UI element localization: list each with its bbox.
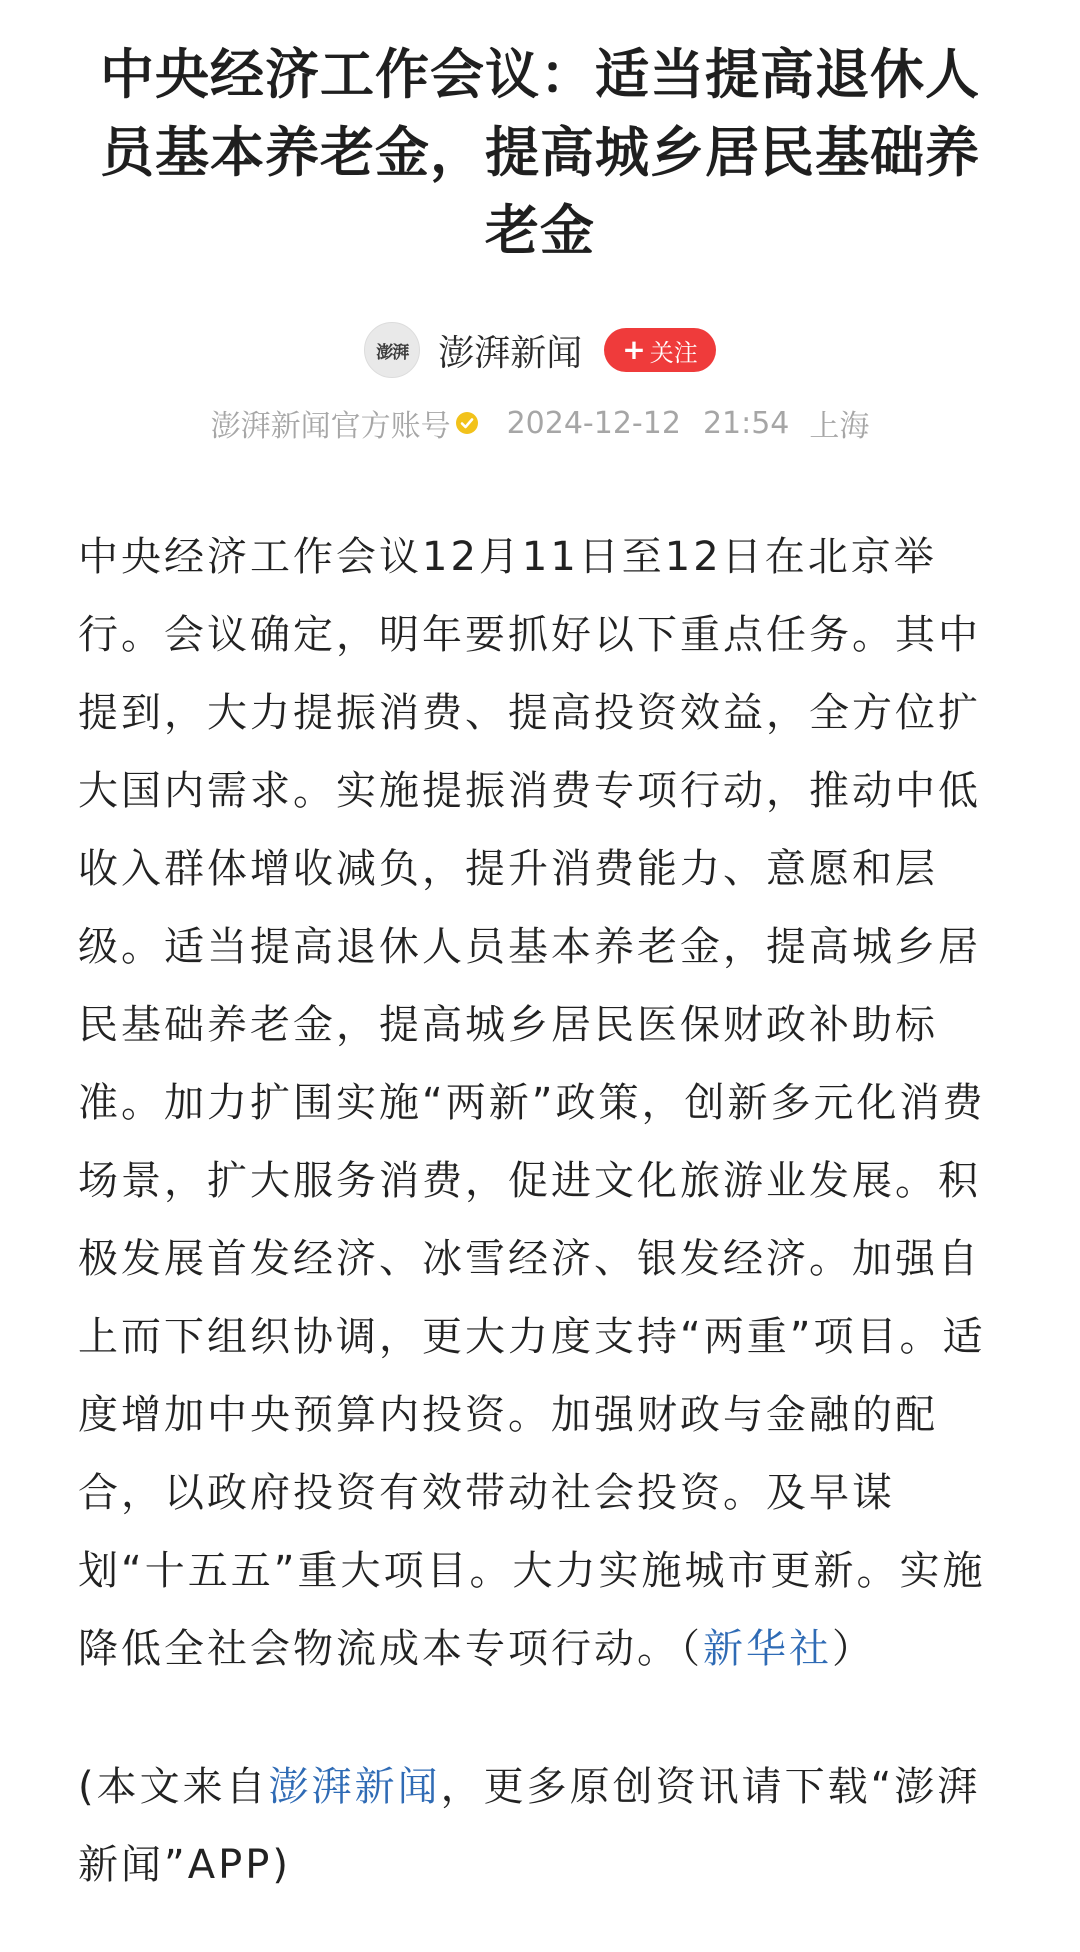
author-avatar[interactable] <box>364 322 420 378</box>
verified-badge-icon <box>455 411 479 435</box>
footer-suffix: ，更多原创资讯请下载“澎湃新闻”APP) <box>78 1764 981 1888</box>
publish-location: 上海 <box>809 409 870 444</box>
article-meta <box>78 398 1002 448</box>
body-paragraph: 中央经济工作会议12月11日至12日在北京举行。会议确定，明年要抓好以下重点任务。其中提到，大力提振消费、提高投资效益，全方位扩大国内需求。实施提振消费专项行动，推动中低收入群体增收减负，提升消费能力、意愿和层级。适当提高退休人员基本养老金，提高城乡居民基础养老金，提高城乡居民医保财政补助标准。加力扩围实施“两新”政策，创新多元化消费场景，扩大服务消费，促进文化旅游业发展。积极发展首发经济、冰雪经济、银发经济。加强自上而下组织协调，更大力度支持“两重”项目。适度增加中央预算内投资。加强财政与金融的配合，以政府投资有效带动社会投资。及早谋划“十五五”重大项目。大力实施城市更新。实施降低全社会物流成本专项行动。 <box>78 534 986 1672</box>
article-title: 中央经济工作会议：适当提高退休人员基本养老金，提高城乡居民基础养老金 <box>100 43 980 262</box>
footer-link[interactable]: 澎湃新闻 <box>268 1764 441 1810</box>
publish-time: 21:54 <box>702 405 790 441</box>
article-body <box>78 518 1002 1688</box>
avatar-text: 澎湃 <box>376 342 409 363</box>
author-row <box>78 320 1002 380</box>
source-open: （ <box>680 1626 703 1672</box>
source-close: ） <box>832 1626 875 1672</box>
plus-icon: + <box>622 333 646 366</box>
footer-prefix: (本文来自 <box>78 1764 269 1810</box>
follow-label: 关注 <box>649 338 698 367</box>
follow-button[interactable] <box>604 328 715 372</box>
source-link[interactable]: 新华社 <box>703 1626 832 1672</box>
author-name[interactable]: 澎湃新闻 <box>438 332 583 374</box>
account-label: 澎湃新闻官方账号 <box>210 409 451 444</box>
article-footer <box>78 1748 1002 1904</box>
publish-date: 2024-12-12 <box>506 405 681 441</box>
